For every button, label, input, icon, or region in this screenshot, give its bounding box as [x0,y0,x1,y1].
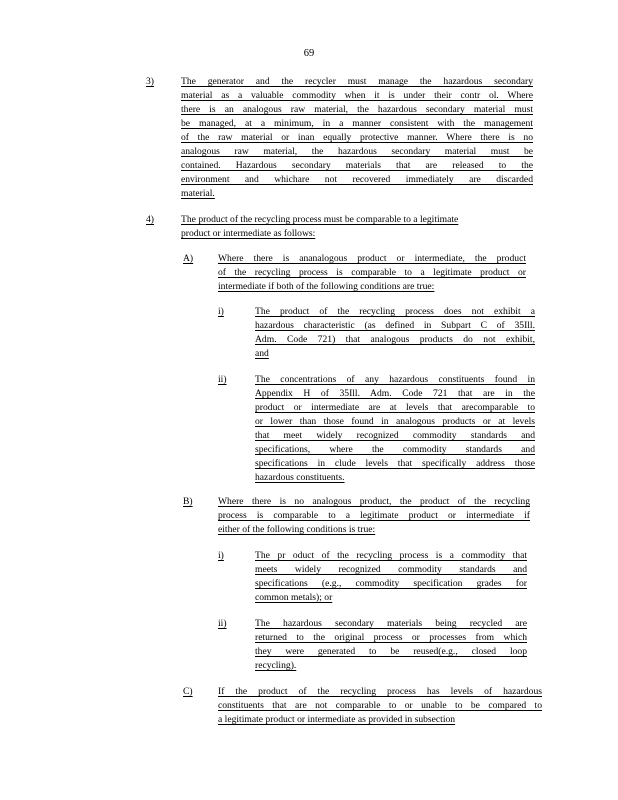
item-label: 3) [146,76,154,87]
text-line: Adm. Code 721) that analogous products do not exhibit, [255,334,535,345]
text-line: be managed, at a minimum, in a manner consistent with the management [181,118,533,129]
item-label: ii) [218,374,227,385]
text-line: hazardous characteristic (as defined in Subpart C of 35Ill. [255,320,535,331]
text-line: meets widely recognized commodity standards and [255,564,527,575]
text-line: they were generated to be reused(e.g., closed loop [255,646,527,657]
text-line: common metals); or [255,592,333,603]
text-line: that meet widely recognized commodity standards and [255,430,535,441]
text-line: analogous raw material, the hazardous secondary material must be [181,146,533,157]
text-line: environment and whichare not recovered immediately are discarded [181,174,533,185]
text-line: The concentrations of any hazardous constituents found in [255,374,535,385]
text-line: specifications in clude levels that specifically address those [255,458,535,469]
text-line: Appendix H of 35Ill. Adm. Code 721 that are in the [255,388,535,399]
text-line: Where there is no analogous product, the product of the recycling [218,496,530,507]
text-line: either of the following conditions is true: [218,524,376,535]
text-line: The hazardous secondary materials being recycled are [255,618,527,629]
item-label: B) [183,496,193,507]
text-line: of the raw material or inan equally protective manner. Where there is no [181,132,533,143]
text-line: contained. Hazardous secondary materials that are released to the [181,160,533,171]
text-line: of the recycling process is comparable to a legitimate product or [218,267,526,278]
text-line: If the product of the recycling process has levels of hazardous [218,686,542,697]
text-line: hazardous constituents. [255,472,345,483]
text-line: material as a valuable commodity when it is under their contr ol. Where [181,90,533,101]
item-label: ii) [218,618,227,629]
text-line: there is an analogous raw material, the hazardous secondary material must [181,104,533,115]
item-label: A) [183,253,194,264]
text-line: process is comparable to a legitimate product or intermediate if [218,510,530,521]
text-line: The product of the recycling process does not exhibit a [255,306,535,317]
text-line: product or intermediate as follows: [181,228,316,239]
text-line: constituents that are not comparable to or unable to be compared to [218,700,542,711]
text-line: material. [181,188,215,199]
item-label: C) [183,686,193,697]
text-line: specifications, where the commodity standards and [255,444,535,455]
text-line: The generator and the recycler must manage the hazardous secondary [181,76,533,87]
item-label: i) [218,306,224,317]
text-line: and [255,348,269,359]
item-label: i) [218,550,224,561]
text-line: intermediate if both of the following conditions are true: [218,281,435,292]
text-line: Where there is ananalogous product or intermediate, the product [218,253,526,264]
text-line: a legitimate product or intermediate as provided in subsection [218,714,456,725]
text-line: recycling). [255,660,297,671]
text-line: specifications (e.g., commodity specification grades for [255,578,527,589]
text-line: The pr oduct of the recycling process is a commodity that [255,550,527,561]
page-number: 69 [303,48,315,59]
text-line: The product of the recycling process must be comparable to a legitimate [181,214,459,225]
item-label: 4) [146,214,154,225]
text-line: or lower than those found in analogous products or at levels [255,416,535,427]
text-line: product or intermediate are at levels that arecomparable to [255,402,535,413]
text-line: returned to the original process or processes from which [255,632,527,643]
